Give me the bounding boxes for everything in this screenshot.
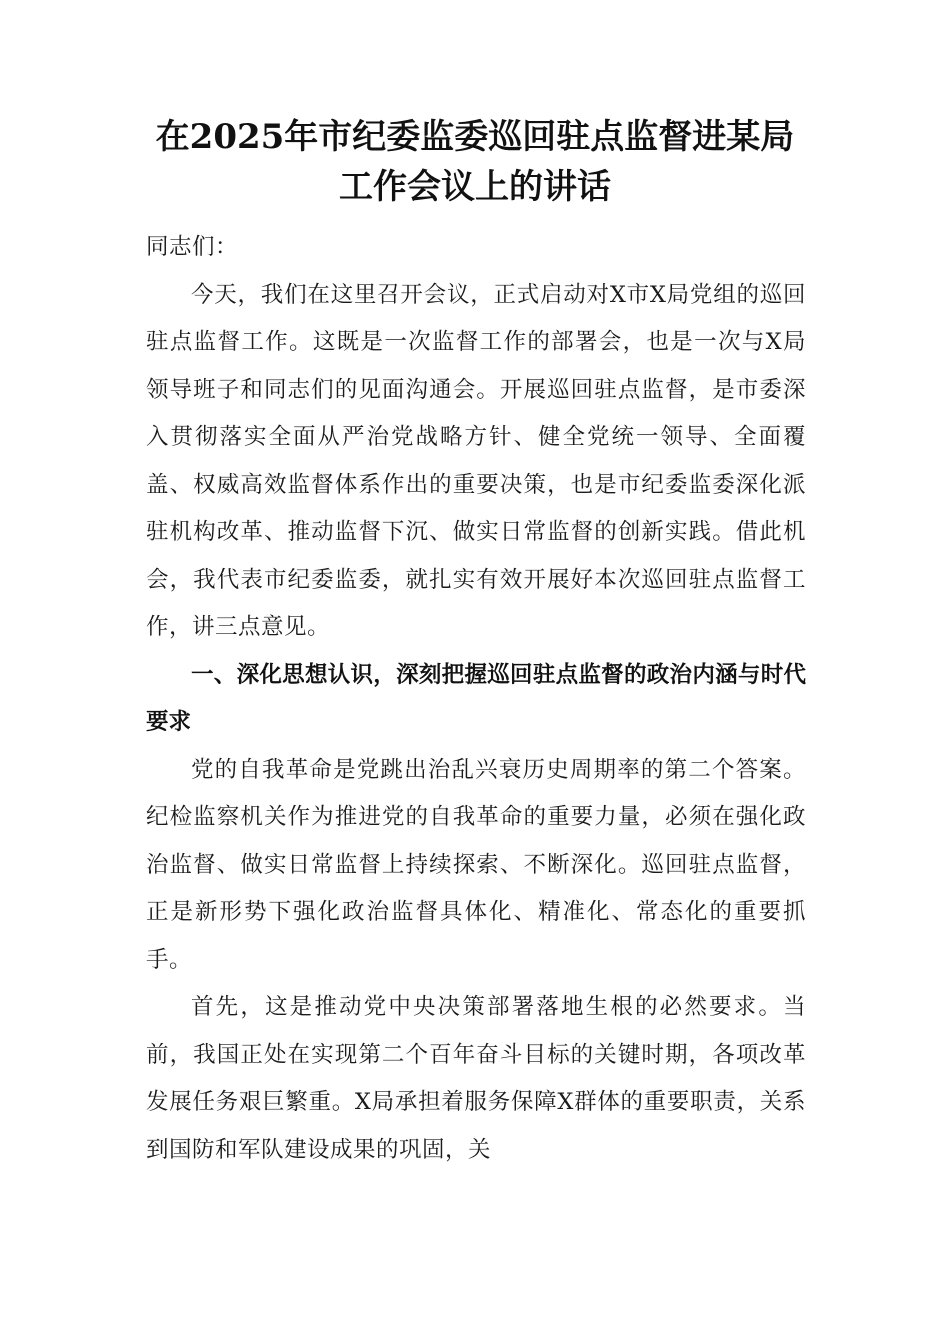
paragraph-opening: 今天，我们在这里召开会议，正式启动对X市X局党组的巡回驻点监督工作。这既是一次监督工作的部署会，也是一次与X局领导班子和同志们的见面沟通会。开展巡回驻点监督，是市委深入贯彻落实全面从严治党战略方针、健全党统一领导、全面覆盖、权威高效监督体系作出的重要决策，也是市纪委监委深化派驻机构改革、推动监督下沉、做实日常监督的创新实践。借此机会，我代表市纪委监委，就扎实有效开展好本次巡回驻点监督工作，讲三点意见。	[146, 281, 806, 640]
title-line-1: 在2025年市纪委监委巡回驻点监督进某局	[155, 117, 795, 157]
salutation: 同志们：	[146, 234, 239, 260]
document-body	[146, 224, 806, 1174]
title-line-2: 工作会议上的讲话	[339, 167, 611, 207]
section-heading-1: 一、深化思想认识，深刻把握巡回驻点监督的政治内涵与时代要求	[146, 661, 806, 735]
paragraph-self-revolution: 党的自我革命是党跳出治乱兴衰历史周期率的第二个答案。纪检监察机关作为推进党的自我革命的重要力量，必须在强化政治监督、做实日常监督上持续探索、不断深化。巡回驻点监督，正是新形势下强化政治监督具体化、精准化、常态化的重要抓手。	[146, 756, 806, 973]
paragraph-first-point: 首先，这是推动党中央决策部署落地生根的必然要求。当前，我国正处在实现第二个百年奋斗目标的关键时期，各项改革发展任务艰巨繁重。X局承担着服务保障X群体的重要职责，关系到国防和军队建设成果的巩固，关	[146, 994, 806, 1163]
document-title	[0, 112, 950, 212]
